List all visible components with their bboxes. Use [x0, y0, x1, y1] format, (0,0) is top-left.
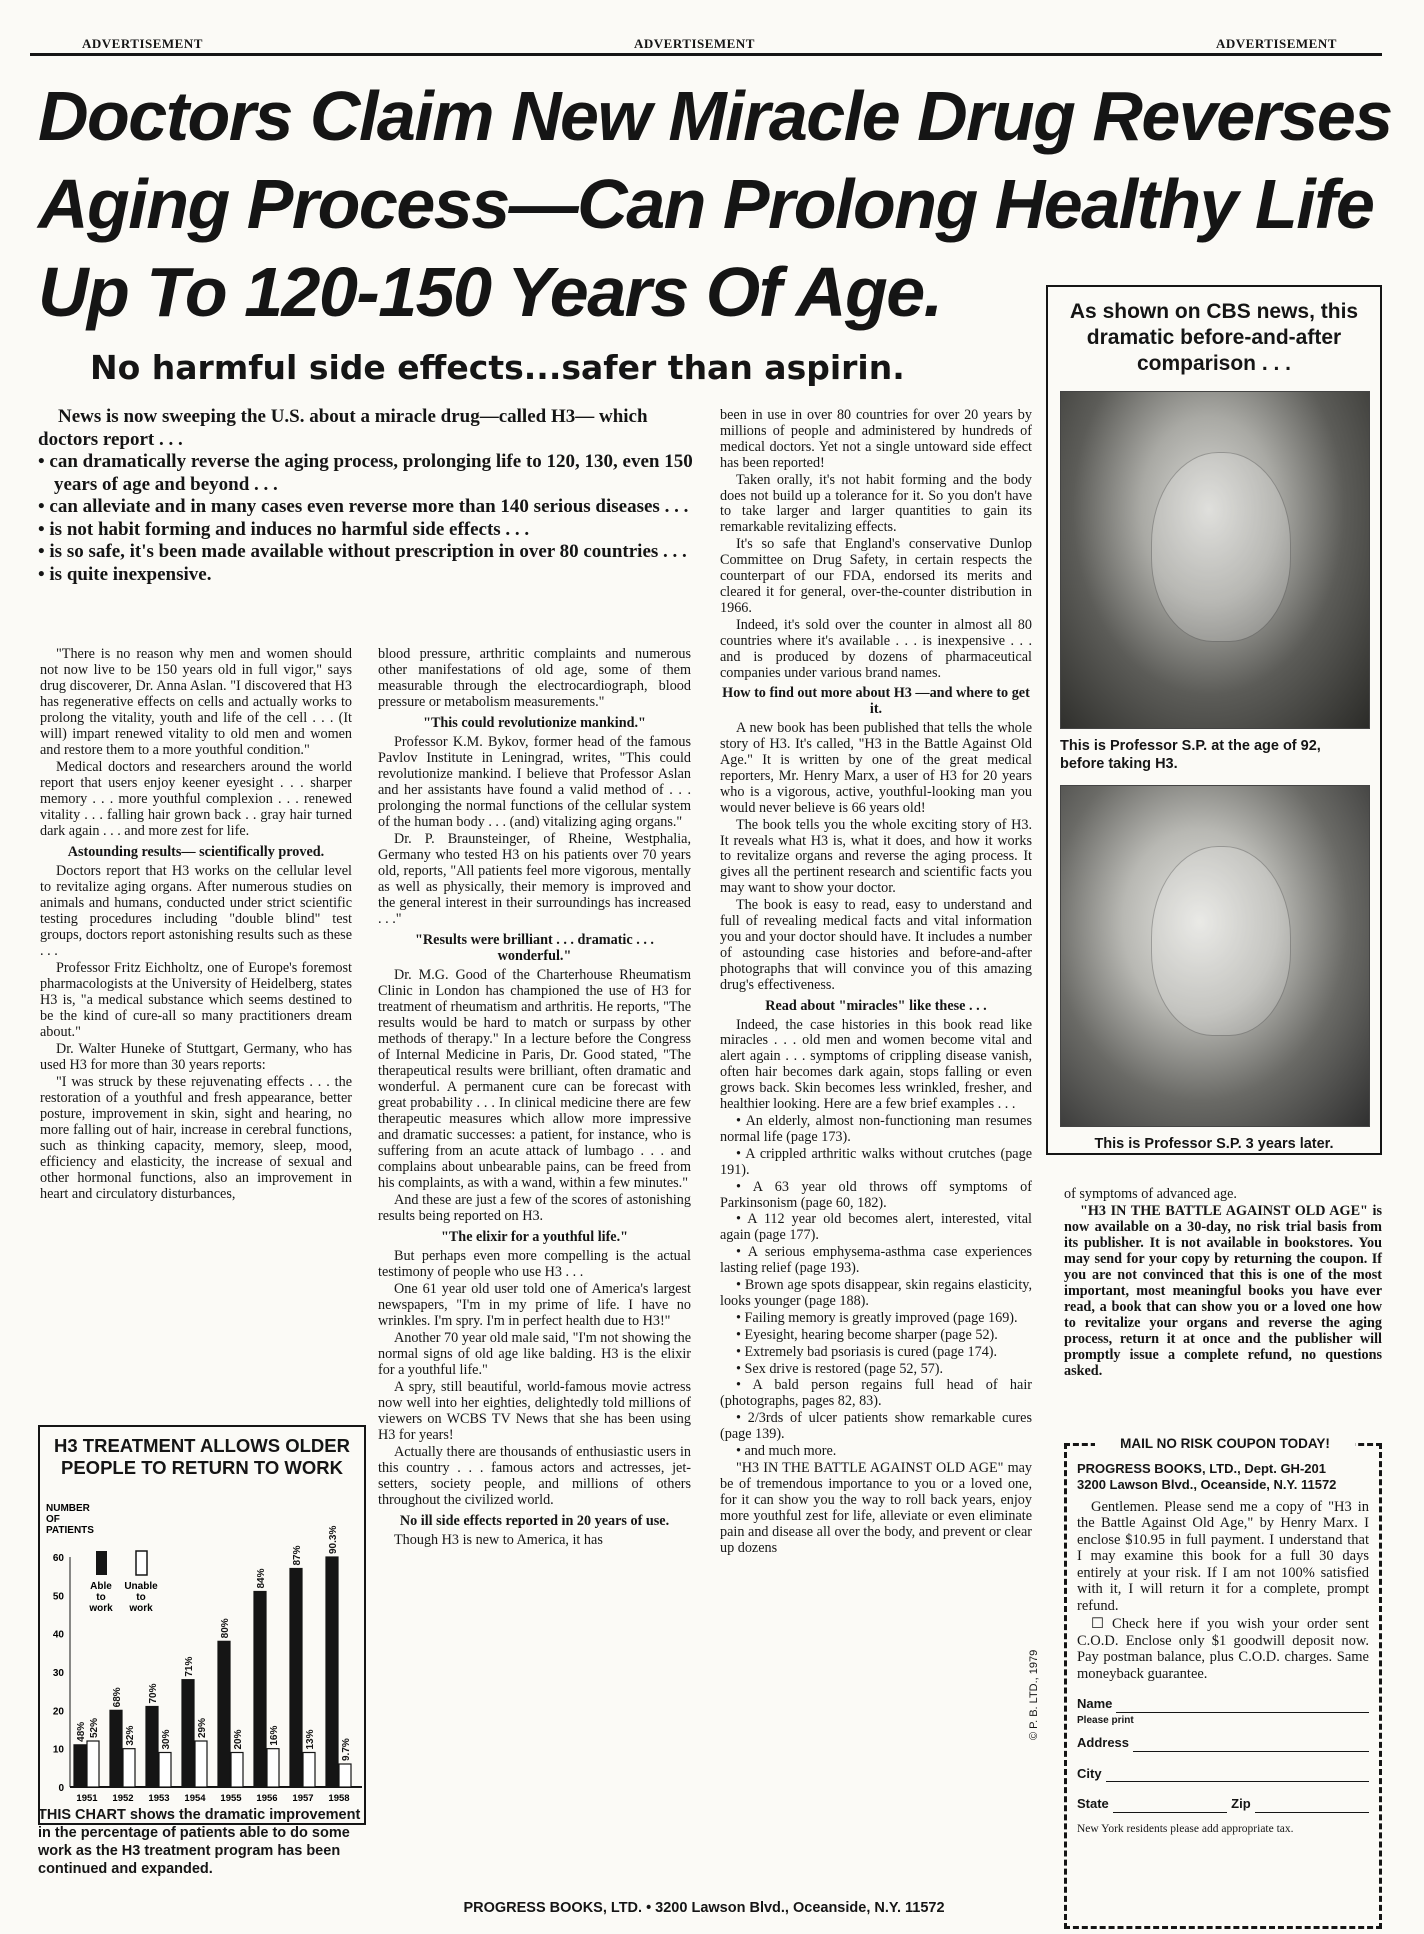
- paragraph: Dr. Walter Huneke of Stuttgart, Germany, who has used H3 for more than 30 years reports:: [40, 1041, 352, 1073]
- lead-section: [38, 406, 700, 586]
- paragraph: The book tells you the whole exciting story of H3. It reveals what H3 is, what it does, and how it works to revitalize organs and reverse the aging process. It gives all the pertinent research and scientific facts you may want to show your doctor.: [720, 816, 1032, 897]
- lead-bullet: • is quite inexpensive.: [38, 564, 700, 587]
- paragraph: Dr. M.G. Good of the Charterhouse Rheumatism Clinic in London has championed the use of H3 for treatment of rheumatism and arthritis. He reports, "The results would be hard to match or surpass by other methods of therapy." In a lecture before the Congress of Internal Medicine in Paris, Dr. Good stated, "The therapeutical results were brilliant, often dramatic and wonderful. A permanent cure can be forecast with great probability . . . In clinical medicine there are few therapeutic measures which allow more impressive and dramatic successes: a patient, for instance, who is suffering from an acute attack of lumbago . . . and complains about unbearable pains, can be freed from his complaints, as with a wand, within a few minutes.": [378, 967, 691, 1191]
- legend-able-label: Able: [90, 1581, 112, 1592]
- before-after-box: [1046, 285, 1382, 1155]
- data-label: 80%: [220, 1618, 231, 1639]
- address-input-line[interactable]: [1133, 1738, 1369, 1752]
- y-tick-label: 60: [52, 1553, 64, 1564]
- ad-label-center: ADVERTISEMENT: [634, 36, 755, 51]
- legend-unable-label: to: [136, 1592, 146, 1603]
- case-item: • Sex drive is restored (page 52, 57).: [736, 1360, 944, 1377]
- bar-able: [74, 1745, 86, 1787]
- x-tick-label: 1954: [184, 1793, 206, 1804]
- copyright-credit: © P. B. LTD., 1979: [1028, 1649, 1040, 1740]
- data-label: 30%: [161, 1729, 172, 1750]
- state-zip-field[interactable]: [1077, 1796, 1369, 1813]
- city-field[interactable]: [1077, 1766, 1369, 1783]
- headline-line-3: Up To 120-150 Years Of Age.: [38, 253, 942, 331]
- paragraph: "H3 IN THE BATTLE AGAINST OLD AGE" is now available on a 30-day, no risk trial basis from its publisher. It is not available in bookstores. You may send for your copy by returning the coupon. If you are not convinced that this is one of the most important, most meaningful books you have ever read, a book that can show you or a loved one how to revitalize your organs and reverse the aging process, return it at once and the publisher will promptly issue a complete refund, no questions asked.: [1064, 1203, 1382, 1379]
- data-label: 87%: [292, 1545, 303, 1566]
- name-field[interactable]: [1077, 1696, 1369, 1713]
- legend-able-swatch: [96, 1551, 107, 1575]
- section-heading: No ill side effects reported in 20 years of use.: [399, 1513, 670, 1529]
- before-photo: [1060, 391, 1370, 729]
- bar-unable: [303, 1753, 315, 1788]
- coupon-address: [1077, 1461, 1369, 1493]
- legend-unable-label: Unable: [124, 1581, 158, 1592]
- paragraph: Though H3 is new to America, it has: [394, 1532, 603, 1548]
- print-hint: Please print: [1077, 1714, 1134, 1726]
- bar-able: [290, 1569, 302, 1788]
- paragraph: Another 70 year old male said, "I'm not showing the normal signs of old age like balding. H3 is the elixir for a youthful life.": [378, 1330, 691, 1378]
- bar-able: [182, 1680, 194, 1787]
- data-label: 29%: [197, 1717, 208, 1738]
- cod-checkbox-option[interactable]: ☐ Check here if you wish your order sent C.O.D. Enclose only $1 goodwill deposit now. Pay postman balance, plus C.O.D. charges. Same moneyback guarantee.: [1077, 1616, 1369, 1682]
- data-label: 68%: [112, 1687, 123, 1708]
- x-tick-label: 1956: [256, 1793, 278, 1804]
- paragraph: Taken orally, it's not habit forming and the body does not build up a tolerance for it. So you don't have to take larger and larger quantities to gain its remarkable revitalizing effects.: [720, 471, 1032, 536]
- case-item: • A bald person regains full head of hair (photographs, pages 82, 83).: [720, 1377, 1032, 1410]
- y-tick-label: 20: [52, 1706, 64, 1718]
- paragraph: One 61 year old user told one of America's largest newspapers, "I'm in my prime of life. I have no wrinkles. I'm spry. I'm in perfect health due to H3!": [378, 1281, 691, 1329]
- paragraph: But perhaps even more compelling is the actual testimony of people who use H3 . . .: [378, 1248, 691, 1280]
- name-label: Name: [1077, 1696, 1113, 1711]
- y-tick-label: 10: [52, 1744, 64, 1756]
- data-label: 48%: [76, 1721, 87, 1742]
- paragraph: Actually there are thousands of enthusiastic users in this country . . . famous actors and actresses, jet-setters, society people, and millions of others throughout the civilized world.: [378, 1444, 691, 1508]
- section-heading: "Results were brilliant . . . dramatic . . . wonderful.": [415, 932, 654, 964]
- paragraph: Indeed, it's sold over the counter in almost all 80 countries where it's available . . . is inexpensive . . . and is produced by dozens of pharmaceutical companies under various brand names.: [720, 616, 1032, 681]
- case-item: • Eyesight, hearing become sharper (page 52).: [736, 1326, 998, 1343]
- data-label: 9.7%: [341, 1738, 352, 1761]
- name-input-line[interactable]: [1116, 1699, 1369, 1713]
- chart-title: H3 TREATMENT ALLOWS OLDER PEOPLE TO RETURN TO WORK: [54, 1435, 350, 1478]
- bar-chart: [40, 1497, 364, 1817]
- paragraph: Dr. P. Braunsteinger, of Rheine, Westphalia, Germany who tested H3 on his patients over 70 years old, reports, "All patients feel more vigorous, mentally as well as physically, their memory is improved and the general interest in their surroundings has increased . . .": [378, 831, 691, 927]
- lead-bullet: • can alleviate and in many cases even reverse more than 140 serious diseases . . .: [38, 496, 700, 519]
- x-tick-label: 1958: [328, 1793, 350, 1804]
- bar-unable: [339, 1764, 351, 1787]
- zip-input-line[interactable]: [1255, 1799, 1369, 1813]
- bar-able: [110, 1710, 122, 1787]
- order-coupon[interactable]: [1064, 1436, 1382, 1929]
- bar-unable: [195, 1741, 207, 1787]
- y-tick-label: 30: [52, 1668, 64, 1679]
- case-item: • An elderly, almost non-functioning man resumes normal life (page 173).: [720, 1112, 1032, 1145]
- section-heading: "The elixir for a youthful life.": [440, 1229, 629, 1245]
- y-tick-label: 40: [52, 1629, 64, 1641]
- address-label: Address: [1077, 1735, 1130, 1750]
- case-item: • A serious emphysema-asthma case experiences lasting relief (page 193).: [720, 1244, 1032, 1277]
- legend-able-label: work: [89, 1603, 113, 1614]
- zip-label: Zip: [1231, 1796, 1251, 1811]
- coupon-address-line: PROGRESS BOOKS, LTD., Dept. GH-201: [1077, 1460, 1326, 1476]
- lead-bullet: • is not habit forming and induces no harmful side effects . . .: [38, 519, 700, 542]
- case-item: • A 63 year old throws off symptoms of Parkinsonism (page 60, 182).: [720, 1178, 1032, 1211]
- data-label: 32%: [125, 1725, 136, 1746]
- legend-able-label: to: [96, 1592, 106, 1603]
- article-column-1: [40, 646, 352, 1203]
- publisher-footer: PROGRESS BOOKS, LTD. • 3200 Lawson Blvd., Oceanside, N.Y. 11572: [463, 1900, 945, 1916]
- data-label: 20%: [233, 1729, 244, 1750]
- legend-unable-swatch: [136, 1551, 147, 1575]
- paragraph: "There is no reason why men and women should not now live to be 150 years old in full vigor," says drug discoverer, Dr. Anna Aslan. "I discovered that H3 has regenerative effects on cells and actually works to prolong the vitality, youth and life of the cell . . . (It will) impart renewed vitality to old men and women and restore them to a more youthful condition.": [40, 646, 352, 758]
- article-column-4: [1064, 1186, 1382, 1380]
- ad-label-right: ADVERTISEMENT: [1216, 36, 1337, 51]
- bar-able: [254, 1592, 266, 1788]
- headline-line-1: Doctors Claim New Miracle Drug Reverses: [38, 77, 1392, 155]
- legend-unable-label: work: [129, 1603, 153, 1614]
- paragraph: Professor K.M. Bykov, former head of the famous Pavlov Institute in Leningrad, writes, "This could revolutionize mankind. I believe that Professor Aslan and her assistants have found a valid method of . . . prolonging the normal functions of the cellular system of the human body . . . (and) vitalizing aging organs.": [378, 734, 691, 830]
- city-label: City: [1077, 1765, 1102, 1781]
- after-photo: [1060, 785, 1370, 1127]
- bar-able: [146, 1707, 158, 1788]
- paragraph: been in use in over 80 countries for over 20 years by millions of people and administered by hundreds of medical doctors. Yet not a single untoward side effect has been reported!: [720, 407, 1032, 471]
- paragraph: A new book has been published that tells the whole story of H3. It's called, "H3 in the Battle Against Old Age." It is written by one of the great medical reporters, Mr. Henry Marx, a user of H3 for 20 years who is a vigorous, active, youthful-looking man you would never believe is 66 years old!: [720, 720, 1032, 816]
- tax-note: New York residents please add appropriate tax.: [1077, 1822, 1294, 1835]
- paragraph: A spry, still beautiful, world-famous movie actress now well into her eighties, delightedly told millions of viewers on WCBS TV News that she has been using H3 for years!: [378, 1379, 691, 1443]
- bar-unable: [231, 1753, 243, 1788]
- advertisement-bar: [30, 34, 1382, 56]
- data-label: 13%: [305, 1729, 316, 1750]
- x-tick-label: 1952: [112, 1793, 134, 1804]
- case-item: • A crippled arthritic walks without crutches (page 191).: [720, 1145, 1032, 1178]
- data-label: 16%: [269, 1725, 280, 1746]
- portrait-face: [1151, 452, 1291, 642]
- lead-bullet-list: [38, 451, 700, 586]
- y-axis-label: NUMBER: [46, 1503, 90, 1514]
- state-input-line[interactable]: [1113, 1799, 1227, 1813]
- case-item: • Extremely bad psoriasis is cured (page 174).: [736, 1343, 998, 1360]
- case-item: • and much more.: [736, 1443, 837, 1460]
- data-label: 71%: [184, 1656, 195, 1677]
- coupon-body: Gentlemen. Please send me a copy of "H3 in the Battle Against Old Age," by Henry Marx. I enclose $10.95 in full payment. I understand that I may examine this book for a full 30 days entirely at your risk. If I am not 100% satisfied with it, I will return it for a complete, prompt refund.: [1077, 1498, 1369, 1614]
- section-heading: Read about "miracles" like these . . .: [765, 997, 987, 1014]
- data-label: 70%: [148, 1683, 159, 1704]
- paragraph: It's so safe that England's conservative Dunlop Committee on Drug Safety, in certain respects the counterpart of our FDA, endorsed its merits and cleared it for general, over-the-counter distribution in 1966.: [720, 536, 1032, 616]
- lead-bullet: • can dramatically reverse the aging process, prolonging life to 120, 130, even 150 years of age and beyond . . .: [38, 451, 700, 496]
- bar-able: [218, 1641, 230, 1787]
- paragraph: "H3 IN THE BATTLE AGAINST OLD AGE" may be of tremendous importance to you or a loved one, for it can show you the way to roll back years, enjoy more youthful zest for life, alleviate or even eliminate pain and disease all over the body, and prevent or clear up dozens: [720, 1460, 1032, 1556]
- section-heading: "This could revolutionize mankind.": [423, 715, 646, 731]
- y-axis-label: OF: [46, 1514, 60, 1525]
- address-field[interactable]: [1077, 1735, 1369, 1752]
- subheadline: No harmful side effects...safer than aspirin.: [90, 348, 905, 387]
- case-item: • A 112 year old becomes alert, interested, vital again (page 177).: [720, 1211, 1032, 1244]
- bar-able: [326, 1557, 338, 1787]
- paragraph: Doctors report that H3 works on the cellular level to revitalize aging organs. After numerous studies on animals and humans, conducted under strict scientific testing procedures including "double blind" test groups, doctors report astonishing results such as these . . .: [40, 863, 352, 959]
- data-label: 90.3%: [328, 1525, 339, 1554]
- x-tick-label: 1953: [148, 1793, 170, 1804]
- case-item: • Brown age spots disappear, skin regains elasticity, looks younger (page 188).: [720, 1277, 1032, 1309]
- lead-intro: News is now sweeping the U.S. about a miracle drug—called H3— which doctors report . . .: [38, 406, 648, 450]
- bar-unable: [159, 1753, 171, 1788]
- paragraph: of symptoms of advanced age.: [1064, 1186, 1237, 1202]
- ad-label-left: ADVERTISEMENT: [82, 36, 203, 51]
- before-caption: This is Professor S.P. at the age of 92, before taking H3.: [1060, 738, 1321, 772]
- portrait-face: [1151, 846, 1291, 1036]
- paragraph: Professor Fritz Eichholtz, one of Europe's foremost pharmacologists at the University of Heidelberg, states H3 is, "a medical substance which seems destined to be the kind of cure-all so many practitioners dream about.": [40, 960, 352, 1040]
- before-after-title: As shown on CBS news, this dramatic before-and-after comparison . . .: [1069, 300, 1359, 375]
- x-tick-label: 1955: [220, 1793, 242, 1804]
- case-item: • 2/3rds of ulcer patients show remarkable cures (page 139).: [720, 1410, 1032, 1443]
- data-label: 84%: [256, 1568, 267, 1589]
- y-tick-label: 50: [52, 1591, 64, 1603]
- x-tick-label: 1951: [76, 1793, 98, 1804]
- paragraph: "I was struck by these rejuvenating effects . . . the restoration of a youthful and fresh appearance, better posture, improvement in skin, sight and hearing, no more falling out of hair, increase in cerebral functions, such as thinking capacity, memory, sleep, mood, efficiency and elasticity, the increase of sexual and other hormonal functions, also an improvement in heart and circulatory disturbances,: [40, 1074, 352, 1202]
- article-column-3: [720, 408, 1032, 1557]
- coupon-header: MAIL NO RISK COUPON TODAY!: [1095, 1436, 1355, 1453]
- coupon-address-line: 3200 Lawson Blvd., Oceanside, N.Y. 11572: [1077, 1476, 1337, 1492]
- bar-unable: [267, 1749, 279, 1787]
- data-label: 52%: [89, 1717, 100, 1738]
- bar-unable: [87, 1741, 99, 1787]
- after-caption: This is Professor S.P. 3 years later.: [1094, 1136, 1334, 1152]
- paragraph: The book is easy to read, easy to understand and full of revealing medical facts and vital information you and your doctor should have. It includes a number of astounding case histories and before-and-after photographs that will convince you of this amazing drug's effectiveness.: [720, 897, 1032, 993]
- section-heading: Astounding results— scientifically proved.: [67, 844, 325, 860]
- case-item: • Failing memory is greatly improved (page 169).: [736, 1309, 1018, 1326]
- lead-bullet: • is so safe, it's been made available without prescription in over 80 countries . . .: [38, 541, 700, 564]
- paragraph: And these are just a few of the scores of astonishing results being reported on H3.: [378, 1192, 691, 1224]
- chart-caption: THIS CHART shows the dramatic improvement in the percentage of patients able to do some work as the H3 treatment program has been continued and expanded.: [38, 1807, 361, 1877]
- x-tick-label: 1957: [292, 1793, 314, 1804]
- y-tick-label: 0: [58, 1783, 64, 1794]
- section-heading: How to find out more about H3 —and where to get it.: [722, 685, 1030, 718]
- city-input-line[interactable]: [1106, 1768, 1369, 1782]
- headline-line-2: Aging Process—Can Prolong Healthy Life: [38, 165, 1374, 243]
- chart-box: [38, 1425, 366, 1825]
- article-column-2: [378, 646, 691, 1549]
- paragraph: blood pressure, arthritic complaints and numerous other manifestations of old age, some of them measurable through the electrocardiograph, blood pressure or metabolism measurements.": [378, 646, 691, 710]
- paragraph: Medical doctors and researchers around the world report that users enjoy keener eyesight . . . sharper memory . . . more youthful complexion . . . renewed vitality . . . falling hair grown back . . gray hair turned dark again . . . and more zest for life.: [40, 759, 352, 839]
- bar-unable: [123, 1749, 135, 1787]
- state-label: State: [1077, 1796, 1109, 1811]
- y-axis-label: PATIENTS: [46, 1525, 94, 1536]
- paragraph: Indeed, the case histories in this book read like miracles . . . old men and women become vital and alert again . . . symptoms of crippling disease vanish, often hair becomes dark again, stops falling or even grows back. Skin becomes less wrinkled, fresher, and healthier looking. Here are a few brief examples . . .: [720, 1016, 1032, 1113]
